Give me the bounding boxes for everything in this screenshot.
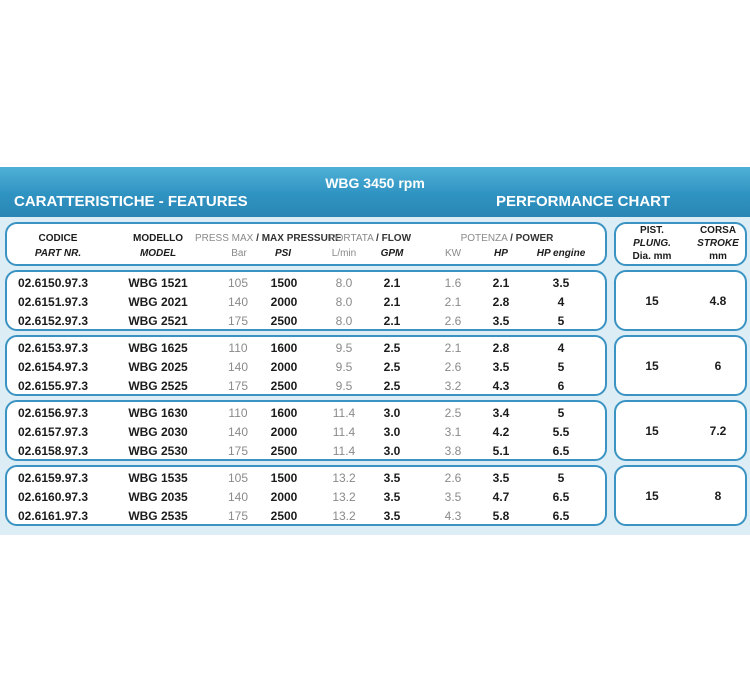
- header-lmin: L/min: [331, 248, 357, 259]
- pressure-psi: 1600: [270, 341, 298, 355]
- pressure-bar: 140: [227, 490, 249, 504]
- power-kw: 2.1: [444, 341, 462, 355]
- model-name: WBG 2030: [128, 425, 188, 439]
- power-hp-engine: 5: [557, 406, 565, 420]
- power-hp: 4.2: [492, 425, 510, 439]
- pressure-bar: 105: [227, 471, 249, 485]
- pressure-bar: 140: [227, 360, 249, 374]
- model-name: WBG 2521: [128, 314, 188, 328]
- flow-gpm: 3.5: [383, 490, 401, 504]
- pressure-bar: 140: [227, 425, 249, 439]
- power-hp: 2.8: [492, 295, 510, 309]
- part-code: 02.6151.97.3: [18, 295, 89, 309]
- power-kw: 2.6: [444, 360, 462, 374]
- power-kw: 3.5: [444, 490, 462, 504]
- power-kw: 2.6: [444, 314, 462, 328]
- piston-diameter: 15: [645, 489, 659, 503]
- flow-lmin: 11.4: [332, 406, 356, 420]
- flow-gpm: 2.1: [383, 295, 401, 309]
- model-name: WBG 2535: [128, 509, 188, 523]
- part-code: 02.6152.97.3: [18, 314, 89, 328]
- performance-heading: PERFORMANCE CHART: [496, 193, 671, 210]
- model-name: WBG 2530: [128, 444, 188, 458]
- header-stroke: STROKE: [697, 238, 739, 249]
- flow-lmin: 9.5: [335, 341, 353, 355]
- model-name: WBG 1630: [128, 406, 188, 420]
- pressure-psi: 2000: [270, 425, 298, 439]
- model-name: WBG 2021: [128, 295, 188, 309]
- part-code: 02.6158.97.3: [18, 444, 89, 458]
- power-hp-engine: 3.5: [552, 276, 570, 290]
- pressure-psi: 1600: [270, 406, 298, 420]
- model-name: WBG 2525: [128, 379, 188, 393]
- model-name: WBG 2025: [128, 360, 188, 374]
- flow-gpm: 2.5: [383, 360, 401, 374]
- header-hp: HP: [494, 248, 508, 259]
- header-pist: PIST.: [640, 225, 664, 236]
- flow-gpm: 3.5: [383, 471, 401, 485]
- flow-lmin: 9.5: [335, 379, 353, 393]
- header-mm: mm: [709, 251, 727, 262]
- header-gpm: GPM: [380, 248, 404, 259]
- header-power: POTENZA / POWER: [460, 233, 554, 244]
- part-code: 02.6159.97.3: [18, 471, 89, 485]
- pressure-psi: 2000: [270, 490, 298, 504]
- part-code: 02.6156.97.3: [18, 406, 89, 420]
- power-kw: 3.8: [444, 444, 462, 458]
- model-name: WBG 2035: [128, 490, 188, 504]
- piston-diameter: 15: [645, 294, 659, 308]
- power-hp-engine: 5: [557, 471, 565, 485]
- flow-gpm: 2.5: [383, 341, 401, 355]
- part-code: 02.6161.97.3: [18, 509, 89, 523]
- features-heading: CARATTERISTICHE - FEATURES: [14, 193, 248, 210]
- pressure-bar: 175: [227, 444, 249, 458]
- flow-lmin: 8.0: [335, 276, 353, 290]
- power-hp-engine: 4: [557, 295, 565, 309]
- power-hp: 2.8: [492, 341, 510, 355]
- power-hp: 3.5: [492, 314, 510, 328]
- flow-lmin: 13.2: [332, 509, 356, 523]
- part-code: 02.6160.97.3: [18, 490, 89, 504]
- power-kw: 2.6: [444, 471, 462, 485]
- pressure-psi: 2500: [270, 509, 298, 523]
- power-hp: 4.3: [492, 379, 510, 393]
- header-bar: Bar: [231, 248, 247, 259]
- pressure-psi: 1500: [270, 471, 298, 485]
- power-hp: 4.7: [492, 490, 510, 504]
- power-hp-engine: 6.5: [552, 509, 570, 523]
- power-hp-engine: 4: [557, 341, 565, 355]
- header-dia-mm: Dia. mm: [632, 251, 672, 262]
- power-hp: 3.5: [492, 360, 510, 374]
- piston-diameter: 15: [645, 424, 659, 438]
- header-corsa: CORSA: [699, 225, 737, 236]
- table-title: WBG 3450 rpm: [325, 175, 425, 191]
- piston-diameter: 15: [645, 359, 659, 373]
- power-kw: 4.3: [444, 509, 462, 523]
- stroke-length: 4.8: [709, 294, 727, 308]
- power-kw: 3.2: [444, 379, 462, 393]
- power-hp-engine: 6: [557, 379, 565, 393]
- power-hp-engine: 6.5: [552, 490, 570, 504]
- header-part-nr: PART NR.: [34, 248, 82, 259]
- header-hp-engine: HP engine: [536, 248, 586, 259]
- header-modello: MODELLO: [133, 233, 183, 244]
- model-name: WBG 1521: [128, 276, 188, 290]
- flow-gpm: 2.1: [383, 276, 401, 290]
- flow-lmin: 8.0: [335, 314, 353, 328]
- power-kw: 2.1: [444, 295, 462, 309]
- stroke-length: 7.2: [709, 424, 727, 438]
- header-pressure: PRESS MAX / MAX PRESSURE: [195, 233, 342, 244]
- power-hp-engine: 5: [557, 314, 565, 328]
- flow-gpm: 3.0: [383, 406, 401, 420]
- power-hp: 5.1: [492, 444, 510, 458]
- power-hp-engine: 5: [557, 360, 565, 374]
- flow-lmin: 11.4: [332, 425, 356, 439]
- flow-lmin: 13.2: [332, 471, 356, 485]
- header-flow: PORTATA / FLOW: [328, 233, 412, 244]
- pressure-psi: 2500: [270, 379, 298, 393]
- stroke-length: 8: [714, 489, 722, 503]
- model-name: WBG 1625: [128, 341, 188, 355]
- part-code: 02.6155.97.3: [18, 379, 89, 393]
- pressure-bar: 175: [227, 379, 249, 393]
- pressure-psi: 1500: [270, 276, 298, 290]
- header-kw: KW: [444, 248, 462, 259]
- pressure-bar: 105: [227, 276, 249, 290]
- pressure-psi: 2000: [270, 360, 298, 374]
- flow-gpm: 3.0: [383, 444, 401, 458]
- stroke-length: 6: [714, 359, 722, 373]
- flow-lmin: 9.5: [335, 360, 353, 374]
- part-code: 02.6150.97.3: [18, 276, 89, 290]
- power-hp: 3.4: [492, 406, 510, 420]
- title-banner: [0, 167, 750, 217]
- pressure-psi: 2000: [270, 295, 298, 309]
- header-psi: PSI: [274, 248, 292, 259]
- flow-gpm: 3.5: [383, 509, 401, 523]
- flow-lmin: 13.2: [332, 490, 356, 504]
- header-box-main: [5, 222, 607, 266]
- flow-gpm: 2.5: [383, 379, 401, 393]
- power-hp-engine: 6.5: [552, 444, 570, 458]
- part-code: 02.6157.97.3: [18, 425, 89, 439]
- header-plung: PLUNG.: [633, 238, 671, 249]
- pressure-bar: 140: [227, 295, 249, 309]
- flow-gpm: 2.1: [383, 314, 401, 328]
- pressure-bar: 110: [228, 341, 248, 355]
- power-hp: 5.8: [492, 509, 510, 523]
- pressure-psi: 2500: [270, 314, 298, 328]
- pressure-bar: 175: [227, 509, 249, 523]
- pressure-psi: 2500: [270, 444, 298, 458]
- power-hp: 2.1: [492, 276, 510, 290]
- power-kw: 1.6: [444, 276, 462, 290]
- model-name: WBG 1535: [128, 471, 188, 485]
- power-kw: 2.5: [444, 406, 462, 420]
- pressure-bar: 110: [228, 406, 248, 420]
- header-codice: CODICE: [38, 233, 78, 244]
- power-kw: 3.1: [444, 425, 462, 439]
- power-hp-engine: 5.5: [552, 425, 570, 439]
- header-model: MODEL: [139, 248, 177, 259]
- pressure-bar: 175: [227, 314, 249, 328]
- flow-lmin: 8.0: [335, 295, 353, 309]
- flow-lmin: 11.4: [332, 444, 356, 458]
- part-code: 02.6153.97.3: [18, 341, 89, 355]
- part-code: 02.6154.97.3: [18, 360, 89, 374]
- power-hp: 3.5: [492, 471, 510, 485]
- flow-gpm: 3.0: [383, 425, 401, 439]
